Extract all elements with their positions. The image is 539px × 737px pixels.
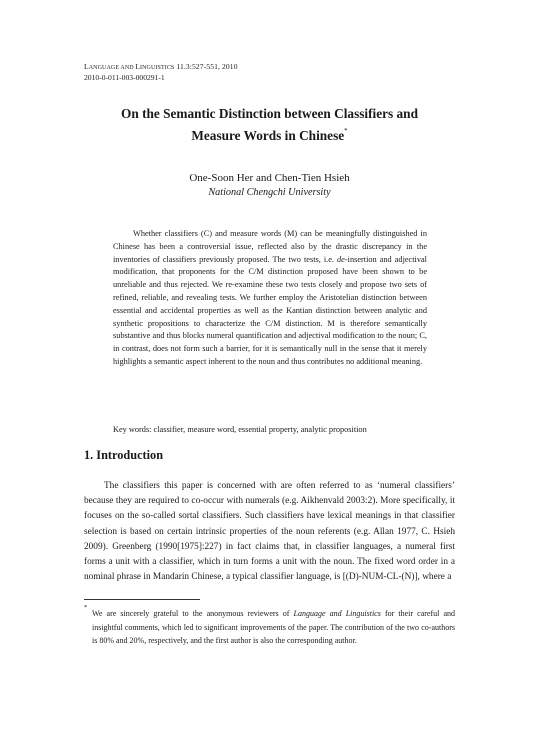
journal-smallcaps-2: INGUISTICS — [140, 65, 175, 71]
journal-initial-2: L — [135, 62, 141, 71]
title-line-1: On the Semantic Distinction between Classifiers and — [121, 106, 418, 121]
journal-volume-pages: 11.3:527-551, 2010 — [174, 62, 238, 71]
document-id: 2010-0-011-003-000291-1 — [84, 73, 165, 82]
authors: One-Soon Her and Chen-Tien Hsieh — [189, 172, 350, 184]
keywords: Key words: classifier, measure word, essential property, analytic proposition — [113, 425, 367, 434]
footnote — [92, 607, 455, 648]
abstract-de-term: de — [337, 254, 345, 264]
footnote-mark: * — [84, 604, 88, 611]
footnote-journal-name: Language and Linguistics — [293, 609, 381, 618]
title-footnote-mark: * — [344, 126, 348, 135]
section-heading: 1. Introduction — [84, 448, 164, 462]
abstract-text-1: Whether classifiers (C) and measure words (M) can be meaningfully distinguished in Chinese has been a controversial issue, reflected also by the drastic discrepancy in the inventories of classifiers previously proposed. The two tests, i.e. — [113, 229, 427, 264]
intro-paragraph: The classifiers this paper is concerned with are often referred to as ‘numeral classifiers’ because they are required to co-occur with numerals (e.g. Aikhenvald 2003:2). More specifically, it focuses on the so-called sortal classifiers. Such classifiers have lexical meanings in that classifier selection is based on certain intrinsic properties of the noun referents (e.g. Allan 1977, C. Hsieh 2009). Greenberg (1990[1975]:227) in fact claims that, in classifier languages, a numeral first forms a unit with a classifier, which in turn forms a unit with the noun. The fixed word order in a nominal phrase in Mandarin Chinese, a typical classifier language, is [(D)-NUM-CL-(N)], where a — [84, 481, 455, 583]
journal-initial-1: L — [84, 62, 89, 71]
footnote-rule — [84, 599, 200, 600]
affiliation: National Chengchi University — [208, 187, 331, 198]
title-line-2: Measure Words in Chinese — [191, 127, 345, 143]
journal-smallcaps-1: ANGUAGE AND — [88, 65, 136, 71]
footnote-text-2: for their careful and insightful comments, which led to significant improvements of the paper. The contribution of the two co-authors is 80% and 20%, respectively, and the first author is also the corresponding author. — [92, 609, 456, 645]
paper-title — [84, 106, 455, 144]
footnote-text-1: We are sincerely grateful to the anonymous reviewers of — [92, 609, 294, 618]
abstract-text-2: -insertion and adjectival modification, that proponents for the C/M distinction proposed have been shown to be unreliable and thus rejected. We re-examine these two tests closely and propose two sets of refined, reliable, and revealing tests. We further employ the Aristotelian distinction between essential and accidental properties as well as the Kantian distinction between analytic and synthetic propositions to characterize the C/M distinction. M is therefore semantically substantive and thus blocks numeral quantification and adjectival modification to the noun; C, in contrast, does not form such a barrier, for it is semantically null in the sense that it merely highlights a semantic aspect inherent to the noun and thus contributes no additional meaning. — [113, 254, 427, 366]
abstract — [113, 228, 427, 369]
